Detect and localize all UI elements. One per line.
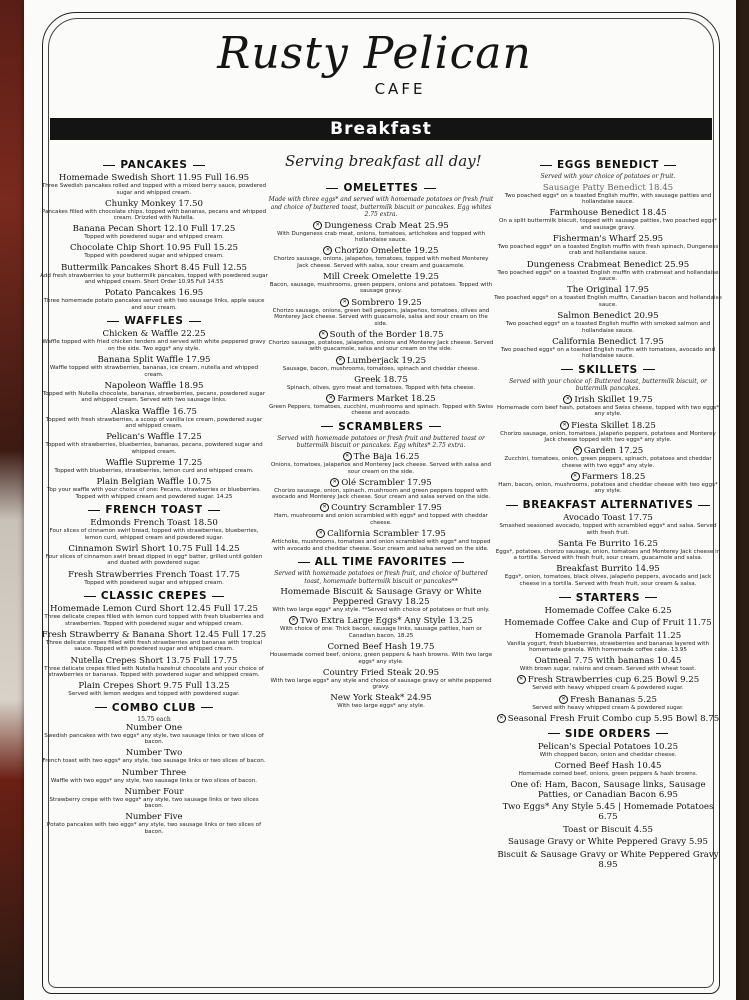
menu-item (494, 618, 722, 628)
section-title: FRENCH TOAST (40, 504, 268, 516)
menu-item (268, 298, 494, 328)
menu-item (494, 395, 722, 418)
menu-item-name: ✕ Fresh Strawberries cup 6.25 Bowl 9.25 (494, 675, 722, 685)
menu-item-name: The Original 17.95 (567, 285, 649, 296)
menu-item-description: Two poached eggs* on a toasted English muffin with smoked salmon and hollandaise sauce. (505, 320, 711, 334)
menu-item-name: ✕ Fiesta Skillet 18.25 (494, 421, 722, 431)
menu-item (40, 544, 268, 567)
menu-item-description: Ham, bacon, onion, mushrooms, potatoes and cheddar cheese with two eggs* any style. (498, 481, 718, 495)
section-subtitle: 15.75 each (137, 715, 171, 723)
gluten-free-icon: ✕ (326, 394, 335, 403)
menu-item (268, 221, 494, 244)
menu-item-description: Waffle topped with strawberries, bananas, ice cream, nutella and whipped cream. (49, 365, 259, 378)
menu-item-description: Chorizo sausage, onions, jalapeños, tomatoes, topped with melted Monterey Jack cheese. Served with salsa, sour cream and guacamole. (273, 256, 489, 269)
menu-item (494, 472, 722, 495)
banner-label: Breakfast (330, 119, 432, 139)
menu-item (494, 564, 722, 587)
menu-item-name: Number Five (125, 812, 183, 823)
menu-item (40, 604, 268, 627)
gluten-free-icon: ✕ (340, 298, 349, 307)
menu-item-name: Toast or Biscuit 4.55 (563, 824, 653, 835)
menu-item-description: With two large eggs* any style. (337, 703, 425, 710)
menu-item-name: ✕ Farmers Market 18.25 (268, 394, 494, 404)
menu-item-description: Artichoke, mushrooms, tomatoes and onion scrambled with eggs* and topped with avocado and cheddar cheese. Sour cream and salsa served on the side. (271, 538, 491, 552)
gluten-free-icon: ✕ (289, 616, 298, 625)
menu-item-name: Plain Belgian Waffle 10.75 (96, 476, 212, 487)
menu-item-name: One of: Ham, Bacon, Sausage links, Sausage Patties, or Canadian Bacon 6.95 (510, 779, 706, 800)
menu-item-description: With chopped bacon, onion and cheddar cheese. (539, 751, 677, 758)
menu-item-name: ✕ Sombrero 19.25 (268, 298, 494, 308)
menu-item (268, 452, 494, 475)
menu-item-name: Homemade Swedish Short 11.95 Full 16.95 (58, 173, 250, 183)
menu-item (494, 208, 722, 231)
menu-item-name: Potato Pancakes 16.95 (104, 288, 204, 299)
section-title: CLASSIC CREPES (40, 590, 268, 602)
menu-item-name: Breakfast Burrito 14.95 (556, 564, 660, 575)
menu-item (494, 850, 722, 870)
menu-item-description: Top your waffle with your choice of one: Pecans, strawberries or blueberries. Topped with whipped cream and powdered sugar. 14.25 (47, 486, 261, 500)
menu-item-description: Two poached eggs* on a toasted English muffin, Canadian bacon and hollandaise sauce. (494, 295, 722, 308)
section-title: SKILLETS (494, 364, 722, 376)
menu-item-name: Greek 18.75 (354, 374, 408, 385)
menu-item (268, 642, 494, 665)
menu-item (40, 288, 268, 311)
menu-item (494, 234, 722, 257)
gluten-free-icon: ✕ (343, 452, 352, 461)
gluten-free-icon: ✕ (571, 472, 580, 481)
menu-item-description: Sausage, bacon, mushrooms, tomatoes, spinach and cheddar cheese. (282, 365, 480, 372)
gluten-free-icon: ✕ (497, 714, 506, 723)
breakfast-banner (50, 118, 712, 140)
menu-item-name: ✕ Olé Scrambler 17.95 (268, 478, 494, 488)
gluten-free-icon: ✕ (563, 395, 572, 404)
menu-item (268, 693, 494, 710)
menu-item-name: ✕ Chorizo Omelette 19.25 (268, 246, 494, 256)
menu-item (494, 285, 722, 308)
menu-item-name: Plain Crepes Short 9.75 Full 13.25 (78, 681, 230, 692)
menu-item (40, 787, 268, 810)
menu-item (40, 477, 268, 500)
menu-item-name: ✕ Fresh Bananas 5.25 (494, 695, 722, 705)
menu-item-description: Ham, mushrooms and onion scrambled with eggs* and topped with cheddar cheese. (274, 513, 488, 526)
menu-item-name: ✕ California Scrambler 17.95 (268, 529, 494, 539)
gluten-free-icon: ✕ (560, 421, 569, 430)
menu-item-description: Housemade corned beef, onions, green peppers & hash browns. With two large eggs* any style. (269, 651, 493, 665)
gluten-free-icon: ✕ (323, 246, 332, 255)
menu-item-description: Topped with fresh strawberries, a scoop of vanilla ice cream, powdered sugar and whipped cream. (45, 416, 263, 430)
menu-item-name: Country Fried Steak 20.95 (322, 667, 440, 678)
menu-item-description: Onions, tomatoes, jalapeños and Monterey Jack cheese. Served with salsa and sour cream on the side. (270, 461, 492, 475)
menu-item-description: Potato pancakes with two eggs* any style, two sausage links or two slices of bacon. (46, 822, 262, 835)
menu-item (268, 478, 494, 501)
menu-item (494, 742, 722, 759)
menu-item (494, 631, 722, 654)
menu-item-name: Napoleon Waffle 18.95 (104, 380, 204, 391)
menu-item-description: Three Swedish pancakes rolled and topped with a mixed berry sauce, powdered sugar and whipped cream. (41, 183, 267, 196)
section-note: Served with your choice of potatoes or fruit. (540, 173, 676, 180)
menu-item-description: Swedish pancakes with two eggs* any style, two sausage links or two slices of bacon. (44, 732, 264, 746)
menu-item-description: With two large eggs* any style and choice of sausage gravy or white peppered gravy. (270, 677, 492, 691)
section-note: Served with homemade potatoes or fresh fruit and buttered toast or buttermilk biscuit or pancakes. Egg whites* 2.75 extra. (277, 434, 485, 450)
menu-item-name: ✕ Garden 17.25 (494, 446, 722, 456)
menu-item-description: With brown sugar, raisins and cream. Served with wheat toast. (519, 666, 697, 673)
menu-item (40, 355, 268, 378)
menu-item (494, 311, 722, 334)
menu-item-description: Topped with Nutella chocolate, bananas, strawberries, pecans, powdered sugar and whipped cream. Served with two sausage links. (42, 390, 266, 404)
menu-item-description: Served with heavy whipped cream & powdered sugar. (532, 704, 684, 711)
menu-item-description: Topped with blueberries, strawberries, lemon curd and whipped cream. (54, 467, 254, 474)
menu-item (268, 330, 494, 353)
menu-item-name: Pelican's Special Potatoes 10.25 (537, 741, 679, 752)
section-title: COMBO CLUB (40, 702, 268, 714)
menu-item-description: Topped with powdered sugar and whipped cream. (84, 253, 224, 260)
section-title: SIDE ORDERS (494, 728, 722, 740)
menu-item-name: ✕ Irish Skillet 19.75 (494, 395, 722, 405)
menu-item-name: ✕ Dungeness Crab Meat 25.95 (268, 221, 494, 231)
menu-item (494, 337, 722, 360)
menu-item-name: Sausage Patty Benedict 18.45 (542, 182, 674, 193)
menu-item-name: Buttermilk Pancakes Short 8.45 Full 12.55 (60, 262, 248, 273)
menu-item-name: Two Eggs* Any Style 5.45 | Homemade Potatoes 6.75 (502, 802, 714, 823)
menu-item (40, 570, 268, 587)
menu-item (494, 714, 722, 724)
menu-item-name: Mill Creek Omelette 19.25 (322, 271, 439, 282)
menu-item-description: With choice of one: Thick bacon, sausage links, sausage patties, ham or Canadian bacon. 18.25 (280, 626, 482, 639)
menu-item (268, 394, 494, 417)
menu-item-description: Homemade corn beef hash, potatoes and Swiss cheese, topped with two eggs* any style. (496, 404, 720, 418)
menu-item-description: Chorizo sausage, onion, spinach, mushroom and green peppers topped with avocado and Monterey Jack cheese. Sour cream and salsa served on the side. (271, 487, 491, 501)
menu-item-name: Santa Fe Burrito 16.25 (558, 538, 658, 549)
menu-item-description: French toast with two eggs* any style, two sausage links or two slices of bacon. (42, 758, 266, 765)
menu-item-description: Three delicate crepes filled with lemon curd topped with fresh blueberries and strawberries. Topped with powdered sugar and whipped cream. (44, 614, 264, 627)
menu-item (40, 748, 268, 765)
gluten-free-icon: ✕ (319, 330, 328, 339)
section-note: Made with three eggs* and served with homemade potatoes or fresh fruit and choice of buttered toast, buttermilk biscuit or pancakes. Egg whites 2.75 extra. (268, 196, 494, 218)
menu-item (40, 407, 268, 430)
menu-item-description: Waffle with two eggs* any style, two sausage links or two slices of bacon. (50, 777, 258, 784)
menu-item-name: Homemade Lemon Curd Short 12.45 Full 17.25 (50, 604, 258, 615)
menu-item-description: On a split buttermilk biscuit, topped with sausage patties, two poached eggs* and sausage gravy. (498, 218, 718, 231)
menu-item-name: Nutella Crepes Short 13.75 Full 17.75 (70, 655, 238, 666)
column-right (494, 155, 722, 872)
column-left (40, 155, 268, 838)
menu-item-name: Dungeness Crabmeat Benedict 25.95 (526, 259, 690, 270)
menu-item (494, 656, 722, 673)
menu-item-name: Chocolate Chip Short 10.95 Full 15.25 (69, 243, 239, 254)
menu-item-name: Fresh Strawberry & Banana Short 12.45 Full 17.25 (41, 629, 267, 640)
menu-item-name: California Benedict 17.95 (552, 336, 664, 347)
menu-item (268, 587, 494, 614)
gluten-free-icon: ✕ (330, 478, 339, 487)
menu-item-name: Avocado Toast 17.75 (563, 513, 653, 524)
menu-item-name: Farmhouse Benedict 18.45 (549, 208, 667, 219)
menu-item (494, 780, 722, 800)
menu-item-name: ✕ Two Extra Large Eggs* Any Style 13.25 (268, 616, 494, 626)
menu-item-name: Sausage Gravy or White Peppered Gravy 5.95 (507, 837, 708, 848)
menu-item-description: Two poached eggs* on a toasted English muffin with crabmeat and hollandaise sauce. (497, 269, 719, 283)
section-title: BREAKFAST ALTERNATIVES (494, 499, 722, 511)
menu-item (494, 421, 722, 444)
menu-item (494, 675, 722, 692)
section-title: OMELETTES (268, 182, 494, 194)
background-right (735, 0, 749, 1000)
gluten-free-icon: ✕ (336, 356, 345, 365)
menu-item (268, 246, 494, 269)
section-title: EGGS BENEDICT (494, 159, 722, 171)
menu-item (268, 668, 494, 691)
menu-item-name: Pelican's Waffle 17.25 (106, 432, 202, 443)
menu-item (40, 812, 268, 835)
menu-item (40, 630, 268, 653)
menu-item (494, 539, 722, 562)
menu-item (40, 199, 268, 222)
menu-item-description: Two poached eggs* on a toasted English muffin, with sausage patties and hollandaise sauce. (504, 192, 712, 206)
menu-item (494, 695, 722, 712)
menu-item (268, 272, 494, 295)
menu-item-description: Topped with strawberries, blueberries, bananas, pecans, powdered sugar and whipped cream. (45, 442, 263, 455)
menu-item (494, 802, 722, 822)
menu-item (40, 681, 268, 698)
menu-item-description: Bacon, sausage, mushrooms, green peppers, onions and potatoes. Topped with sausage gravy. (269, 281, 493, 295)
menu-item (494, 761, 722, 778)
menu-item-name: ✕ Lumberjack 19.25 (268, 356, 494, 366)
menu-item-name: Banana Split Waffle 17.95 (97, 355, 211, 366)
menu-item (40, 173, 268, 196)
menu-item (40, 723, 268, 746)
menu-item-name: Number One (125, 722, 183, 733)
menu-item-description: Served with lemon wedges and topped with powdered sugar. (68, 691, 240, 698)
menu-item-name: Fresh Strawberries French Toast 17.75 (68, 569, 240, 580)
menu-item-name: Homemade Coffee Cake and Cup of Fruit 11.75 (504, 618, 712, 629)
section-note: Served with your choice of: Buttered toast, buttermilk biscuit, or buttermilk pancakes. (509, 377, 707, 393)
menu-item-name: ✕ South of the Border 18.75 (268, 330, 494, 340)
menu-item-description: Eggs*, potatoes, chorizo sausage, onion, tomatoes and Monterey Jack cheese in a tortilla. Served with fresh fruit, sour cream, guacamole and salsa. (495, 548, 721, 562)
menu-item-description: Two poached eggs* on a toasted English muffin with fresh spinach, Dungeness crab and hollandaise sauce. (497, 243, 719, 257)
menu-item-name: Homemade Coffee Cake 6.25 (544, 605, 672, 616)
menu-item (40, 243, 268, 260)
menu-item (268, 529, 494, 552)
menu-item-name: Alaska Waffle 16.75 (110, 406, 198, 417)
menu-item-name: ✕ Country Scrambler 17.95 (268, 503, 494, 513)
menu-item-description: Four slices of cinnamon swirl bread, topped with strawberries, blueberries, lemon curd, whipped cream and powdered sugar. (49, 528, 259, 541)
menu-item (40, 432, 268, 455)
menu-item-description: Green Peppers, tomatoes, zucchini, mushrooms and spinach. Topped with Swiss cheese and avocado. (268, 403, 494, 417)
menu-item-name: Oatmeal 7.75 with bananas 10.45 (534, 656, 682, 667)
menu-item (40, 458, 268, 475)
column-middle (268, 178, 494, 712)
menu-item-description: Waffle topped with fried chicken tenders and served with white peppered gravy on the side. Two eggs* any style. (42, 339, 266, 353)
menu-item-name: Corned Beef Hash 19.75 (327, 641, 435, 652)
menu-item (494, 183, 722, 206)
menu-item-name: Number Four (124, 786, 184, 797)
menu-item-description: Add fresh strawberries to your buttermilk pancakes, topped with powdered sugar and whipped cream. Short Order 10.95 Full 14.55 (40, 272, 268, 286)
menu-item (494, 513, 722, 536)
menu-item-name: Cinnamon Swirl Short 10.75 Full 14.25 (68, 543, 240, 554)
menu-item-description: Eggs*, onion, tomatoes, black olives, jalapeño peppers, avocado and Jack cheese in a tortilla. Served with fresh fruit, sour cream & salsa. (504, 574, 712, 588)
menu-item-name: Corned Beef Hash 10.45 (554, 760, 662, 771)
menu-item-description: Three delicate crepes filled with fresh strawberries and bananas with tropical sauce. Topped with powdered sugar and whipped cream. (45, 639, 263, 653)
menu-item (40, 381, 268, 404)
menu-item-name: Number Three (121, 767, 187, 778)
menu-item (40, 768, 268, 785)
section-title: WAFFLES (40, 315, 268, 327)
menu-item-name: Fisherman's Wharf 25.95 (552, 233, 664, 244)
menu-item-name: Edmonds French Toast 18.50 (90, 518, 218, 529)
menu-item-name: New York Steak* 24.95 (330, 693, 432, 704)
menu-item-description: With two large eggs* any style. **Served with choice of potatoes or fruit only. (272, 607, 490, 614)
menu-item-name: Banana Pecan Short 12.10 Full 17.25 (72, 224, 236, 235)
menu-item-name: Salmon Benedict 20.95 (557, 310, 659, 321)
menu-item-description: Served with heavy whipped cream & powdered sugar. (532, 685, 684, 692)
menu-item-name: Chunky Monkey 17.50 (105, 198, 203, 209)
menu-item-name: Number Two (125, 748, 183, 759)
gluten-free-icon: ✕ (517, 675, 526, 684)
menu-item-description: Two poached eggs* on a toasted English muffin with tomatoes, avocado and hollandaise sauce. (500, 346, 716, 360)
menu-item-description: Chorizo sausage, onions, green bell peppers, jalapeños, tomatoes, olives and Monterey Jack cheese. Served with guacamole, salsa and sour cream on the side. (272, 307, 490, 327)
menu-item-description: Strawberry crepe with two eggs* any style, two sausage links or two slices bacon. (49, 796, 259, 810)
menu-item-description: Pancakes filled with chocolate chips, topped with bananas, pecans and whipped cream. Drizzled with Nutella. (41, 208, 267, 222)
menu-item-description: Topped with powdered sugar and whipped cream. (84, 234, 224, 241)
gluten-free-icon: ✕ (320, 503, 329, 512)
brand-logo: Rusty Pelican (217, 28, 532, 79)
menu-item (40, 656, 268, 679)
menu-item-name: ✕ Farmers 18.25 (494, 472, 722, 482)
section-title: STARTERS (494, 592, 722, 604)
menu-item (40, 329, 268, 352)
menu-item-description: Chorizo sausage, potatoes, jalapeños, onions and Monterey Jack cheese. Served with guacamole, salsa and sour cream on the side. (268, 339, 494, 353)
section-title: PANCAKES (40, 159, 268, 171)
menu-item (494, 825, 722, 835)
menu-item-description: Chorizo sausage, onion, tomatoes, jalapeño peppers, potatoes and Monterey Jack cheese topped with two eggs* any style. (500, 430, 716, 444)
menu-item-name: ✕ Seasonal Fresh Fruit Combo cup 5.95 Bowl 8.75 (494, 714, 722, 724)
menu-item-name: Waffle Supreme 17.25 (105, 457, 203, 468)
menu-item-name: Chicken & Waffle 22.25 (102, 329, 206, 340)
menu-item (40, 224, 268, 241)
menu-item-description: Four slices of cinnamon swirl bread dipped in egg* batter, grilled until golden and dusted with powdered sugar. (45, 553, 263, 567)
menu-item-description: Three delicate crepes filled with Nutella hazelnut chocolate and your choice of strawberries or bananas. Topped with powdered sugar and whipped cream. (44, 665, 264, 679)
menu-item-name: Homemade Biscuit & Sausage Gravy or White Peppered Gravy 18.25 (280, 587, 482, 608)
menu-item (40, 263, 268, 286)
menu-item-name: Biscuit & Sausage Gravy or White Peppered Gravy 8.95 (497, 849, 719, 870)
menu-item-description: Three homemade potato pancakes served with two sausage links, apple sauce and sour cream. (43, 298, 265, 311)
menu-item-description: Smashed seasoned avocado, topped with scrambled eggs* and salsa. Served with fresh fruit. (499, 523, 717, 536)
menu-item-description: Homemade corned beef, onions, green peppers & hash browns. (518, 770, 698, 777)
tagline: Serving breakfast all day! (285, 152, 482, 170)
menu-item (494, 446, 722, 469)
menu-item (40, 518, 268, 541)
menu-item (494, 260, 722, 283)
gluten-free-icon: ✕ (573, 446, 582, 455)
gluten-free-icon: ✕ (316, 529, 325, 538)
section-title: ALL TIME FAVORITES (268, 556, 494, 568)
menu-item-name: ✕ The Baja 16.25 (268, 452, 494, 462)
menu-item (494, 837, 722, 847)
menu-item-description: Topped with powdered sugar and whipped cream. (84, 579, 224, 586)
menu-item-description: With Dungeness crab meat, onions, tomatoes, artichokes and topped with hollandaise sauce. (277, 230, 485, 244)
menu-item (494, 606, 722, 616)
menu-item (268, 616, 494, 639)
menu-item-description: Zucchini, tomatoes, onion, green peppers, spinach, potatoes and cheddar cheese with two eggs* any style. (504, 456, 712, 469)
menu-item-name: Homemade Granola Parfait 11.25 (534, 630, 682, 641)
gluten-free-icon: ✕ (559, 695, 568, 704)
gluten-free-icon: ✕ (313, 221, 322, 230)
menu-item-description: Vanilla yogurt, fresh blueberries, strawberries and bananas layered with homemade granola. With homemade coffee cake. 13.95 (506, 640, 710, 654)
brand-sub: CAFE (374, 80, 426, 98)
menu-item (268, 375, 494, 392)
menu-item (268, 356, 494, 373)
menu-item-description: Spinach, olives, gyro meat and tomatoes. Topped with feta cheese. (286, 384, 476, 391)
section-title: SCRAMBLERS (268, 421, 494, 433)
menu-item (268, 503, 494, 526)
section-note: Served with homemade potatoes or fresh fruit, and choice of buttered toast, homemade buttermilk biscuit or pancakes** (274, 570, 488, 585)
